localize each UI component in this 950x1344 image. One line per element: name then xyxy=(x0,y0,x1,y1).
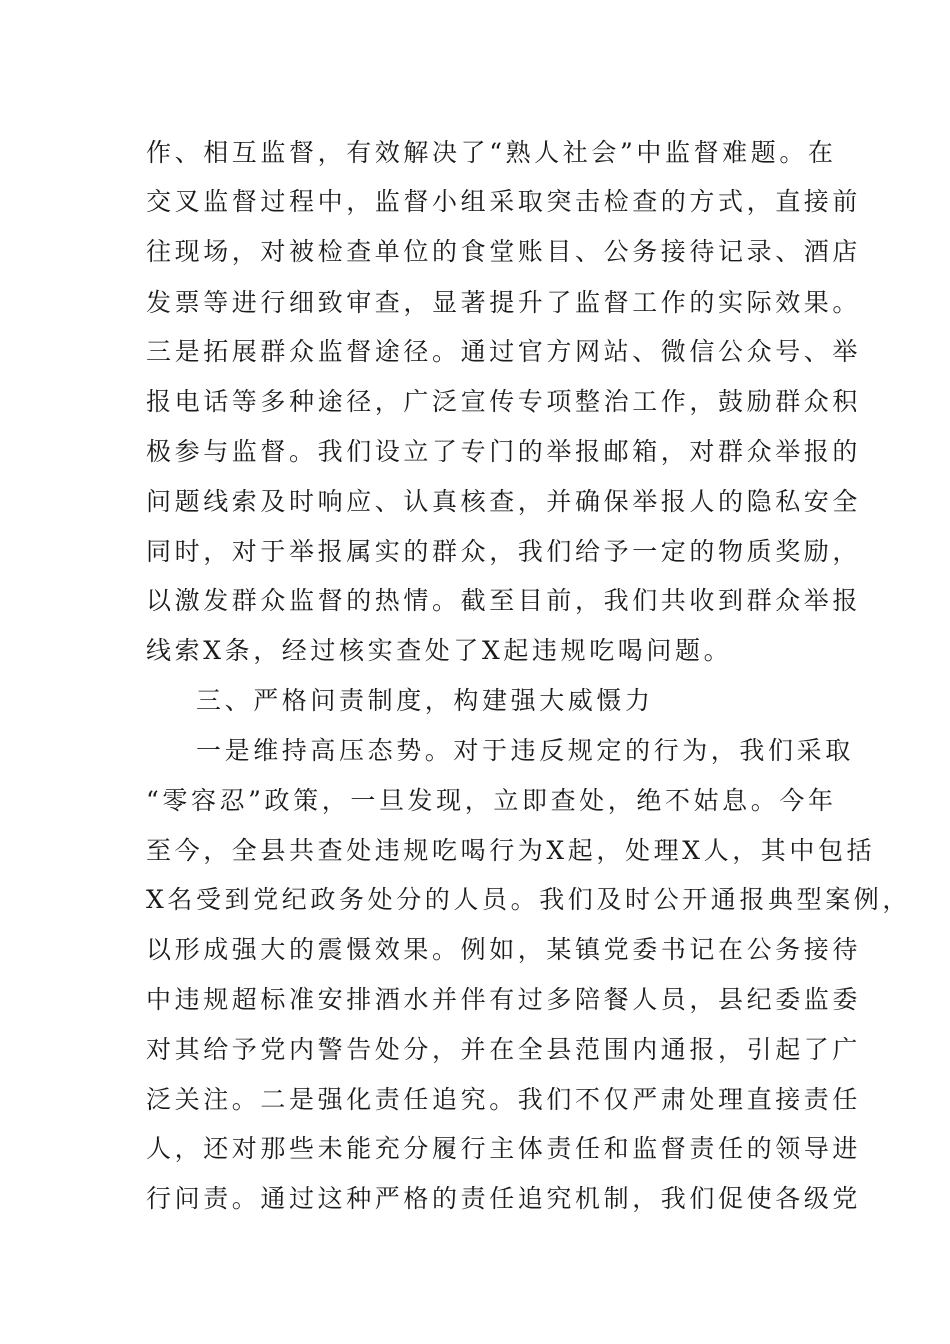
section-heading: 三、严格问责制度，构建强大威慑力 xyxy=(196,686,654,715)
text-line: X名受到党纪政务处分的人员。我们及时公开通报典型案例， xyxy=(146,885,911,914)
text-line: 同时，对于举报属实的群众，我们给予一定的物质奖励， xyxy=(146,537,862,566)
text-line: 中违规超标准安排酒水并伴有过多陪餐人员，县纪委监委 xyxy=(146,985,862,1014)
text-line: 报电话等多种途径，广泛宣传专项整治工作，鼓励群众积 xyxy=(146,387,862,416)
text-line: 发票等进行细致审查，显著提升了监督工作的实际效果。 xyxy=(146,288,862,317)
text-line: 人，还对那些未能充分履行主体责任和监督责任的领导进 xyxy=(146,1134,862,1163)
text-line: “零容忍”政策，一旦发现，立即查处，绝不姑息。今年 xyxy=(146,786,837,815)
text-line: 至今，全县共查处违规吃喝行为X起，处理X人，其中包括 xyxy=(146,836,876,865)
text-line: 往现场，对被检查单位的食堂账目、公务接待记录、酒店 xyxy=(146,237,862,266)
text-line: 对其给予党内警告处分，并在全县范围内通报，引起了广 xyxy=(146,1035,862,1064)
text-line: 极参与监督。我们设立了专门的举报邮箱，对群众举报的 xyxy=(146,437,862,466)
text-line: 线索X条，经过核实查处了X起违规吃喝问题。 xyxy=(146,636,733,665)
text-line: 行问责。通过这种严格的责任追究机制，我们促使各级党 xyxy=(146,1184,862,1213)
text-line: 交叉监督过程中，监督小组采取突击检查的方式，直接前 xyxy=(146,187,862,216)
text-line: 作、相互监督，有效解决了“熟人社会”中监督难题。在 xyxy=(146,138,837,167)
text-line: 泛关注。二是强化责任追究。我们不仅严肃处理直接责任 xyxy=(146,1085,862,1114)
text-line: 问题线索及时响应、认真核查，并确保举报人的隐私安全 xyxy=(146,487,862,516)
paragraph-first-line: 一是维持高压态势。对于违反规定的行为，我们采取 xyxy=(196,736,854,765)
text-line: 以形成强大的震慑效果。例如，某镇党委书记在公务接待 xyxy=(146,935,862,964)
text-line: 三是拓展群众监督途径。通过官方网站、微信公众号、举 xyxy=(146,337,862,366)
text-line: 以激发群众监督的热情。截至目前，我们共收到群众举报 xyxy=(146,586,862,615)
